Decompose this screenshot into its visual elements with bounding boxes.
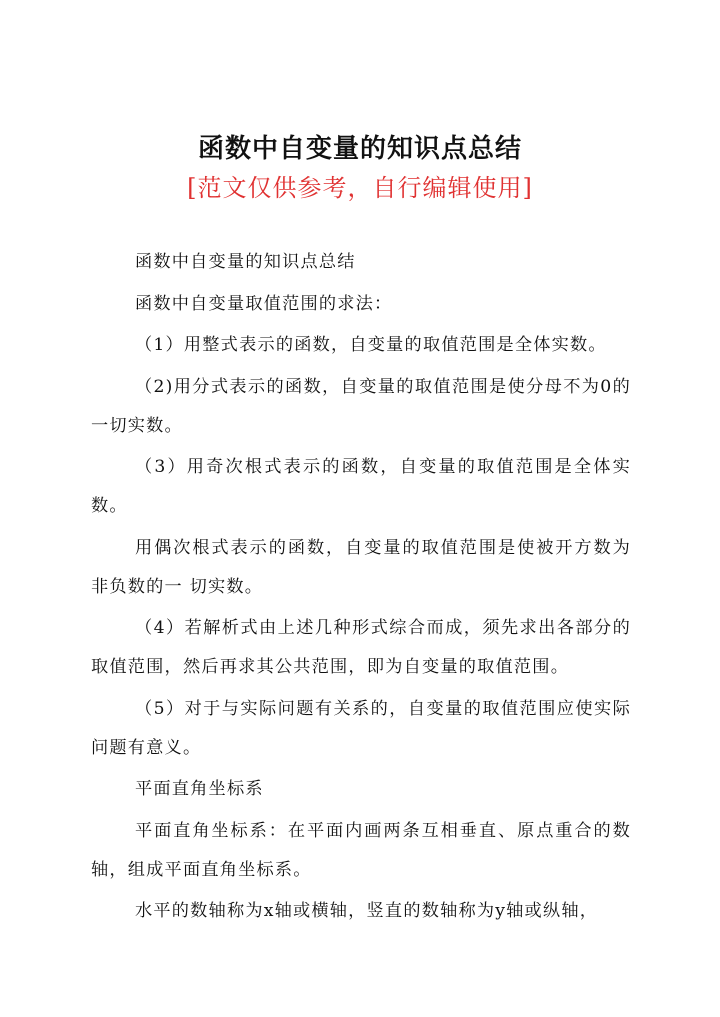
document-subtitle: [范文仅供参考，自行编辑使用] [187,174,533,202]
paragraph: （3）用奇次根式表示的函数，自变量的取值范围是全体实数。 [91,457,631,516]
paragraph: 函数中自变量的知识点总结 [135,252,356,272]
paragraph: 水平的数轴称为x轴或横轴，竖直的数轴称为y轴或纵轴， [135,901,599,921]
paragraph: （4）若解析式由上述几种形式综合而成，须先求出各部分的取值范围，然后再求其公共范围，即为自变量的取值范围。 [91,618,631,677]
paragraph: 用偶次根式表示的函数，自变量的取值范围是使被开方数为非负数的一 切实数。 [91,537,631,597]
paragraph: 平面直角坐标系：在平面内画两条互相垂直、原点重合的数轴，组成平面直角坐标系。 [91,820,631,880]
section-heading: 平面直角坐标系 [135,779,264,799]
document-body [91,243,631,934]
document-title: 函数中自变量的知识点总结 [197,134,522,164]
paragraph: 函数中自变量取值范围的求法： [135,293,393,314]
paragraph: （1）用整式表示的函数，自变量的取值范围是全体实数。 [135,335,607,355]
paragraph: （2)用分式表示的函数，自变量的取值范围是使分母不为0的一切实数。 [91,376,631,436]
paragraph: （5）对于与实际问题有关系的，自变量的取值范围应使实际问题有意义。 [91,698,631,758]
